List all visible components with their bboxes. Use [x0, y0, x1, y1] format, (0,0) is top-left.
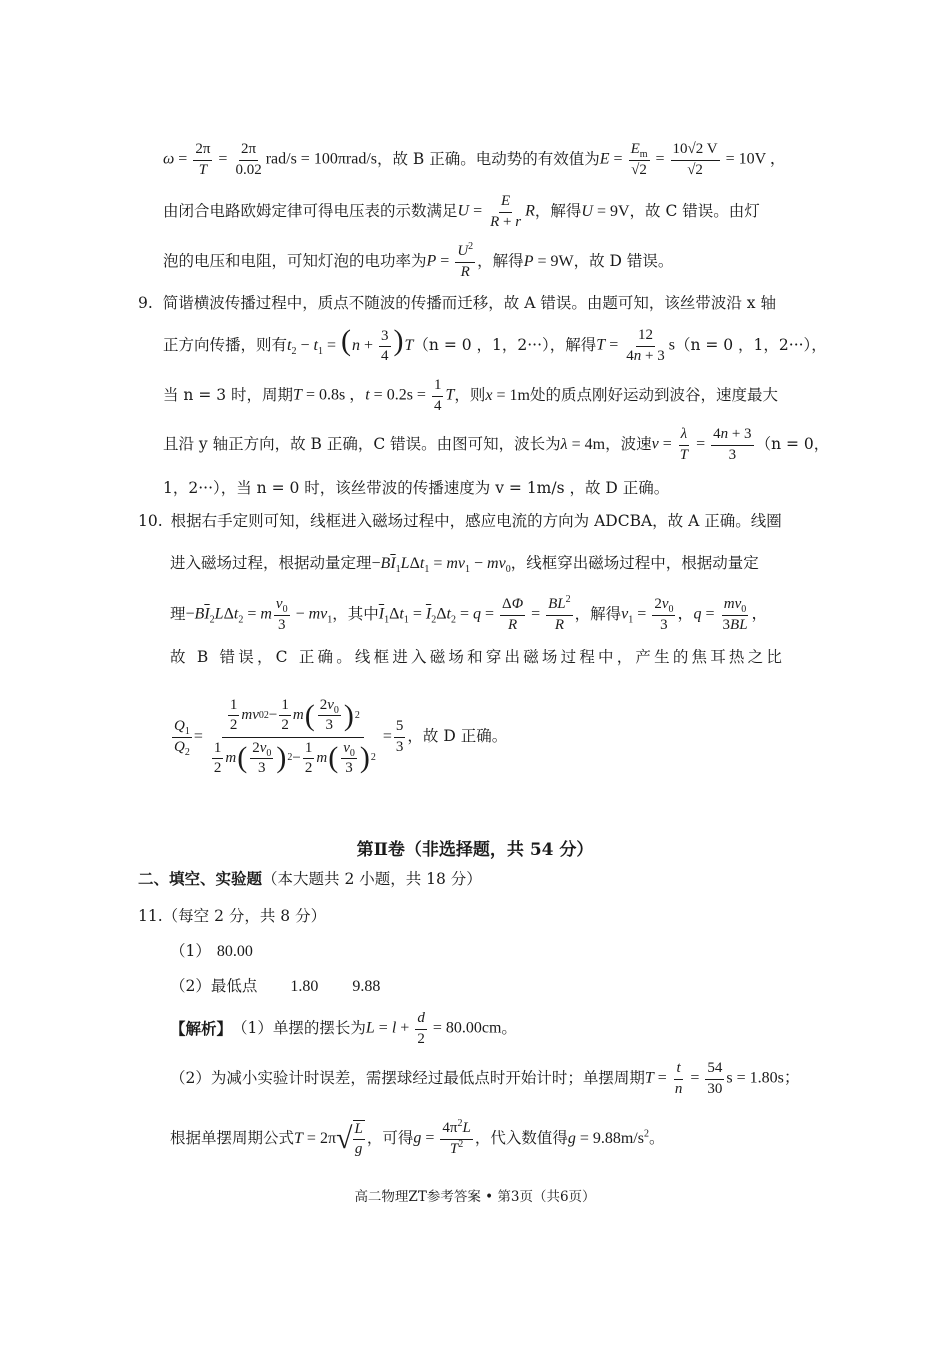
position-value: x = 1m	[485, 387, 530, 404]
q9-text-4b: ，波速	[605, 435, 652, 454]
momentum-in-formula: $-B\overline{I}_1L\Delta t_1 = mv_1 - mv_0$	[371, 555, 511, 576]
q8-text-3a: 泡的电压和电阻，可知灯泡的电功率为	[163, 252, 427, 271]
q10-line-4	[170, 648, 785, 668]
section-2-subheading-bold: 二、填空、实验题	[138, 869, 263, 888]
q9-line-3	[163, 376, 778, 416]
q11-analysis-1b: 。	[501, 1019, 517, 1038]
wavelength-value: λ = 4m	[560, 436, 606, 453]
q9-text-2a: 正方向传播，则有	[163, 336, 288, 355]
q11-answer-2-label: （2）	[170, 977, 211, 996]
q8-text-2a: 由闭合电路欧姆定律可得电压表的示数满足	[163, 202, 458, 221]
q8-text-1: ，故 B 正确。电动势的有效值为	[377, 150, 600, 169]
q11-answer-1-value: 80.00	[216, 943, 253, 960]
emf-formula: E = $\frac{E_m}{√2}$ = $\frac{10√2 V}{√2}$ = 10V ，	[599, 141, 786, 178]
q10-text-2a: 进入磁场过程，根据动量定理	[170, 554, 372, 573]
q11-analysis-3	[170, 1116, 664, 1162]
q9-text-3a: 当 n = 3 时，周期	[163, 386, 294, 405]
time-difference-formula: $t_2 - t_1 = (n$ + $\frac{3}{4}$ )T	[287, 324, 414, 365]
period-law-formula: T = 2π √ $\frac{L}{g}$	[294, 1120, 363, 1157]
power-formula: P = $\frac{U^2}{R}$	[426, 241, 474, 280]
solution-formula: $v_1$ = $\frac{2v_0}{3}$ ，q = $\frac{mv_0}{3BL}$ ，	[621, 596, 768, 633]
q9-text-2b: （n = 0 ，1，2···），解得	[413, 336, 597, 355]
analysis-tag: 【解析】	[170, 1019, 233, 1039]
q10-text-3b: ，其中	[332, 605, 379, 624]
wave-speed-formula: v = $\frac{\lambda}{T}$ = $\frac{4n + 3}{3}$	[651, 426, 752, 463]
voltage-result: U = 9V	[581, 203, 630, 220]
q11-analysis-2a: （2）为减小实验计时误差，需摆球经过最低点时开始计时；单摆周期	[170, 1069, 645, 1088]
q10-line-3	[170, 594, 768, 636]
q9-text-5: 1，2···），当 n = 0 时，该丝带波的传播速度为 v = 1m/s ，故 D 正确。	[163, 479, 670, 498]
q10-number: 10.	[138, 512, 163, 531]
q9-text-3b: ，则	[454, 386, 486, 405]
q8-line-3	[163, 242, 673, 282]
q9-text-2c: （n = 0 ，1，2···），	[674, 336, 827, 355]
q11-answer-1-label: （1）	[170, 942, 211, 961]
q10-text-2b: ，线框穿出磁场过程中，根据动量定	[510, 554, 759, 573]
q11-analysis-2	[170, 1058, 800, 1100]
q9-text-4a: 且沿 y 轴正方向，故 B 正确，C 错误。由图可知，波长为	[163, 435, 561, 454]
q11-header-text: 11.（每空 2 分，共 8 分）	[138, 907, 327, 926]
q8-line-2	[163, 192, 760, 232]
q10-line-1	[138, 512, 782, 532]
page-footer: 高二物理ZT参考答案 • 第3页（共6页）	[354, 1189, 596, 1205]
q10-text-3a: 理	[170, 605, 186, 624]
q11-answer-1	[170, 942, 253, 962]
q11-answer-2-value-2: 1.80	[290, 978, 319, 995]
section-2-title: 第Ⅱ卷（非选择题，共 54 分）	[356, 840, 594, 860]
voltage-formula: U = $\frac{E}{R + r}$ R	[457, 193, 535, 230]
q10-text-5: ，故 D 正确。	[407, 727, 508, 746]
pendulum-period-formula: T = $\frac{t}{n}$ = $\frac{54}{30}$ s = 1.80s；	[644, 1060, 800, 1097]
q9-line-4	[163, 425, 829, 465]
q8-text-3b: ，解得	[477, 252, 524, 271]
q10-text-1: 根据右手定则可知，线框进入磁场过程中，感应电流的方向为 ADCBA，故 A 正确。线圈	[170, 512, 782, 531]
pendulum-length-formula: L = l + $\frac{d}{2}$ = 80.00cm	[365, 1010, 502, 1047]
q9-line-2	[163, 325, 827, 367]
omega-formula: ω = $\frac{2\pi}{T}$ = $\frac{2\pi}{0.02}$ rad/s = 100πrad/s	[163, 141, 377, 178]
gravity-result: $g = 9.88m/s^2$	[567, 1128, 649, 1147]
q11-analysis-3a: 根据单摆周期公式	[170, 1129, 295, 1148]
q10-line-5	[170, 690, 507, 784]
q9-text-1: 简谐横波传播过程中，质点不随波的传播而迁移，故 A 错误。由题可知，该丝带波沿 x 轴	[162, 294, 776, 313]
q11-analysis-3d: 。	[648, 1129, 665, 1148]
power-result: P = 9W	[523, 253, 574, 270]
charge-formula: $\overline{I}_1\Delta t_1 = \overline{I}_2\Delta t_2 = q$ = $\frac{\Delta\Phi}{R}$ = $\frac{BL^2}{R}$	[378, 594, 571, 633]
q11-analysis-1a: （1）单摆的摆长为	[232, 1019, 366, 1038]
q11-answer-2-value-1: 最低点	[210, 977, 258, 996]
q9-text-3c: 处的质点刚好运动到波谷，速度最大	[529, 386, 778, 405]
q11-answer-2	[170, 977, 380, 997]
section-2-subheading-rest: （本大题共 2 小题，共 18 分）	[262, 870, 482, 888]
q11-analysis-1	[170, 1008, 517, 1050]
period-value: T = 0.8s ，t = 0.2s = $\frac{1}{4}$ T	[293, 377, 455, 414]
section-2-subheading	[138, 871, 482, 888]
q8-text-2c: ，故 C 错误。由灯	[629, 202, 760, 221]
q8-text-3c: ，故 D 错误。	[573, 252, 674, 271]
q11-answer-2-value-3: 9.88	[352, 978, 381, 995]
period-formula: T = $\frac{12}{4n + 3}$ s	[596, 327, 675, 364]
gravity-formula: g = $\frac{4\pi^2L}{T^2}$	[413, 1118, 471, 1157]
q8-text-2b: ，解得	[534, 202, 582, 221]
q9-line-1	[138, 294, 776, 314]
q10-text-4: 故 B 错误，C 正确。线框进入磁场和穿出磁场过程中，产生的焦耳热之比	[170, 648, 786, 667]
momentum-out-formula: $-B\overline{I}_2L\Delta t_2 = m$ $\frac{v_0}{3}$ − $mv_1$	[185, 596, 333, 633]
heat-ratio-formula: $\frac{Q_1}{Q_2}$ = $\frac{1}{2}$ mv 0 2 − $\frac{1}{2}$ m ( $\frac{2v_0}{3}$ ) 2 $\frac{1}{2}$ m ( $\frac{2v_0}{3}$ ) 2 − $\frac{1}{2}$ m ( $\frac{v_0}{3}$ ) 2 = $\frac{5}{3}$	[174, 697, 404, 776]
q11-analysis-3c: ，代入数值得	[474, 1129, 568, 1148]
q11-header	[138, 907, 326, 927]
q9-line-5	[163, 479, 669, 499]
q10-text-3c: ，解得	[574, 605, 622, 624]
q10-line-2	[170, 552, 759, 576]
q9-text-4c: （n = 0，	[755, 435, 830, 454]
q11-analysis-3b: ，可得	[366, 1129, 414, 1148]
q8-line-1	[163, 140, 786, 180]
q9-number: 9.	[138, 294, 153, 313]
